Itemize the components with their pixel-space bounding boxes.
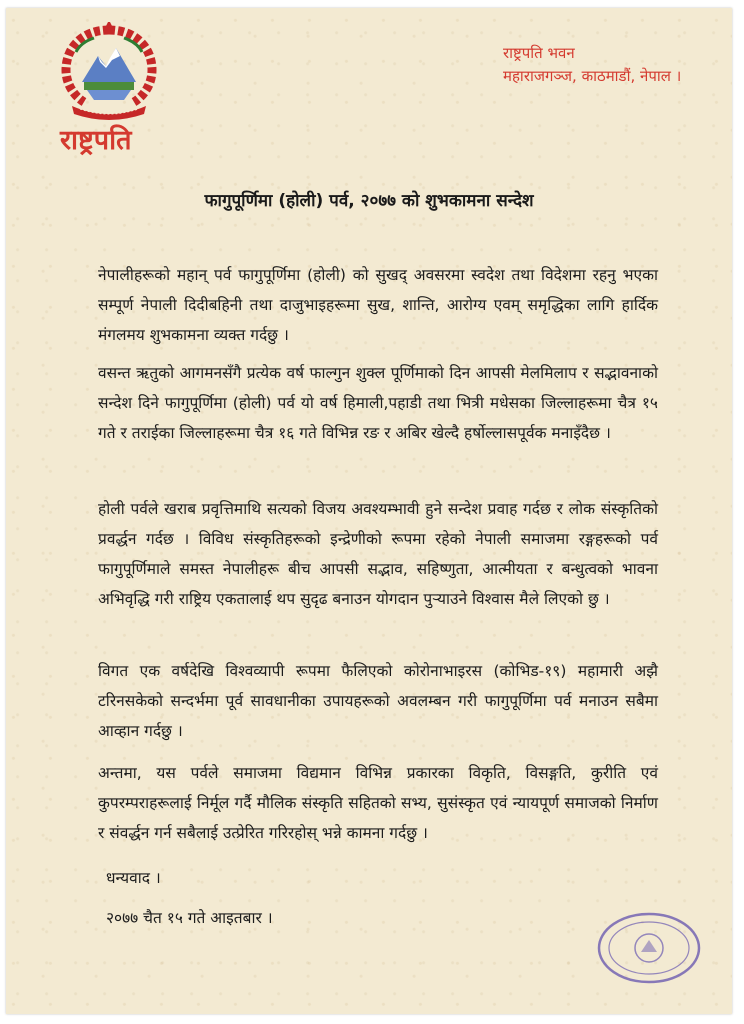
paragraph-5: अन्तमा, यस पर्वले समाजमा विद्यमान विभिन्न प्रकारका विकृति, विसङ्गति, कुरीति एवं कुपरम्पराहरूलाई निर्मूल गर्दै मौलिक संस्कृति सहितको सभ्य, सुसंस्कृत एवं न्यायपूर्ण समाजको निर्माण र संवर्द्धन गर्न सबैलाई उत्प्रेरित गरिरहोस् भन्ने कामना गर्दछु । bbox=[98, 764, 658, 842]
address-line-2: महाराजगञ्ज, काठमाडौं, नेपाल । bbox=[503, 67, 682, 85]
nepal-coat-of-arms-icon bbox=[54, 22, 164, 122]
closing-thanks: धन्यवाद । bbox=[106, 869, 161, 887]
letter-title: फागुपूर्णिमा (होली) पर्व, २०७७ को शुभकामना सन्देश bbox=[204, 191, 534, 211]
letter-page bbox=[6, 8, 732, 1014]
paragraph-3: होली पर्वले खराब प्रवृत्तिमाथि सत्यको विजय अवश्यम्भावी हुने सन्देश प्रवाह गर्दछ र लोक संस्कृतिको प्रवर्द्धन गर्दछ । विविध संस्कृतिहरूको इन्द्रेणीको रूपमा रहेको नेपाली समाजमा रङ्गहरूको पर्व फागुपूर्णिमाले समस्त नेपालीहरू बीच आपसी सद्भाव, सहिष्णुता, आत्मीयता र बन्धुत्वको भावना अभिवृद्धि गरी राष्ट्रिय एकतालाई थप सुदृढ बनाउन योगदान पुऱ्याउने विश्वास मैले लिएको छु । bbox=[98, 500, 658, 608]
office-seal-stamp-icon bbox=[594, 908, 704, 988]
paragraph-4: विगत एक वर्षदेखि विश्वव्यापी रूपमा फैलिएको कोरोनाभाइरस (कोभिड-१९) महामारी अझै टरिनसकेको सन्दर्भमा पूर्व सावधानीका उपायहरूको अवलम्बन गरी फागुपूर्णिमा पर्व मनाउन सबैमा आव्हान गर्दछु । bbox=[98, 662, 658, 740]
paragraph-2: वसन्त ऋतुको आगमनसँगै प्रत्येक वर्ष फाल्गुन शुक्ल पूर्णिमाको दिन आपसी मेलमिलाप र सद्भावनाको सन्देश दिने फागुपूर्णिमा (होली) पर्व यो वर्ष हिमाली,पहाडी तथा भित्री मधेसका जिल्लाहरूमा चैत्र १५ गते र तराईका जिल्लाहरूमा चैत्र १६ गते विभिन्न रङ र अबिर खेल्दै हर्षोल्लासपूर्वक मनाइँदैछ । bbox=[98, 364, 658, 442]
letterhead-address bbox=[503, 42, 681, 88]
office-name: राष्ट्रपति bbox=[60, 125, 132, 156]
address-line-1: राष्ट्रपति भवन bbox=[503, 44, 575, 62]
closing-date: २०७७ चैत १५ गते आइतबार । bbox=[106, 909, 273, 927]
paragraph-1: नेपालीहरूको महान् पर्व फागुपूर्णिमा (होली) को सुखद् अवसरमा स्वदेश तथा विदेशमा रहनु भएका सम्पूर्ण नेपाली दिदीबहिनी तथा दाजुभाइहरूमा सुख, शान्ति, आरोग्य एवम् समृद्धिका लागि हार्दिक मंगलमय शुभकामना व्यक्त गर्दछु । bbox=[98, 266, 658, 344]
